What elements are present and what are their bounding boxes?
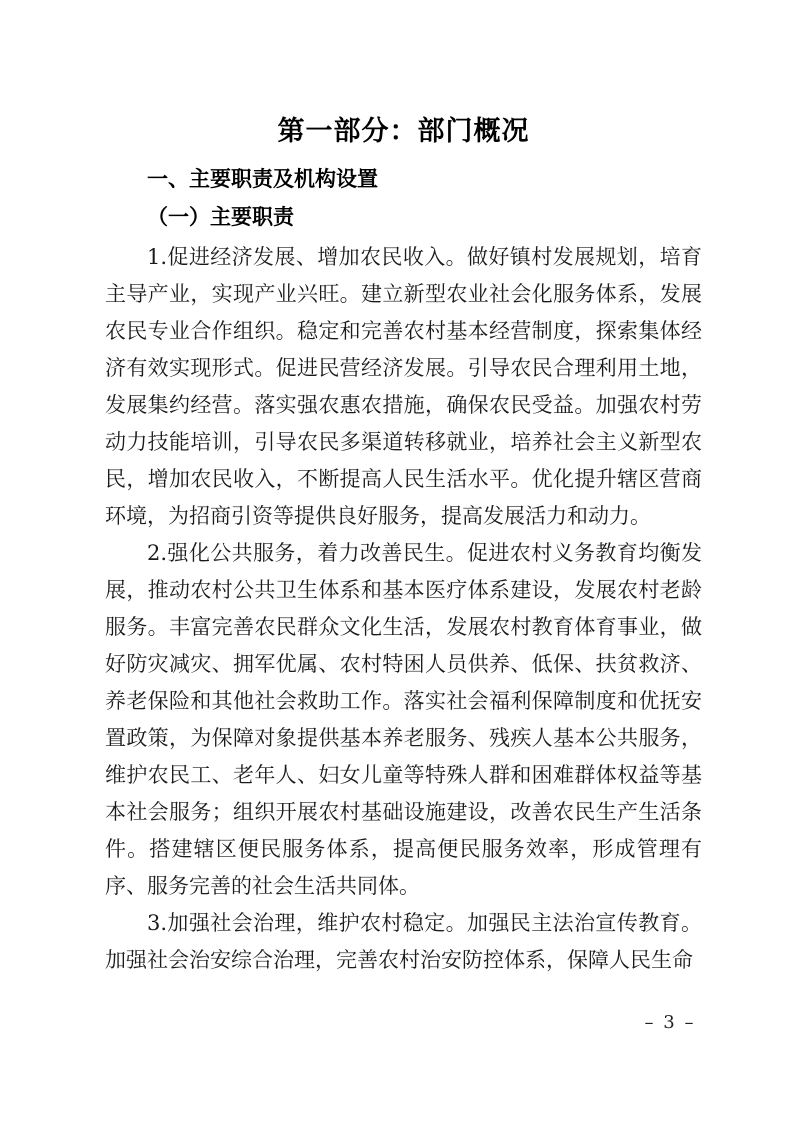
paragraph-2: 2.强化公共服务，着力改善民生。促进农村义务教育均衡发展，推动农村公共卫生体系和基本医疗体系建设，发展农村老龄服务。丰富完善农民群众文化生活，发展农村教育体育事业，做好防灾减灾、拥军优属、农村特困人员供养、低保、扶贫救济、养老保险和其他社会救助工作。落实社会福利保障制度和优抚安置政策，为保障对象提供基本养老服务、残疾人基本公共服务，维护农民工、老年人、妇女儿童等特殊人群和困难群体权益等基本社会服务；组织开展农村基础设施建设，改善农民生产生活条件。搭建辖区便民服务体系，提高便民服务效率，形成管理有序、服务完善的社会生活共同体。 [105, 541, 702, 898]
paragraph-3: 3.加强社会治理，维护农村稳定。加强民主法治宣传教育。加强社会治安综合治理，完善农村治安防控体系，保障人民生命 [105, 911, 702, 972]
paragraph-1: 1.促进经济发展、增加农民收入。做好镇村发展规划，培育主导产业，实现产业兴旺。建立新型农业社会化服务体系，发展农民专业合作组织。稳定和完善农村基本经营制度，探索集体经济有效实现形式。促进民营经济发展。引导农民合理利用土地，发展集约经营。落实强农惠农措施，确保农民受益。加强农村劳动力技能培训，引导农民多渠道转移就业，培养社会主义新型农民，增加农民收入，不断提高人民生活水平。优化提升辖区营商环境，为招商引资等提供良好服务，提高发展活力和动力。 [105, 245, 702, 528]
subsection-heading: （一）主要职责 [147, 205, 294, 229]
document-content [105, 114, 702, 979]
page-title: 第一部分：部门概况 [277, 116, 530, 147]
page-number: – 3 – [644, 1012, 696, 1033]
section-heading: 一、主要职责及机构设置 [147, 167, 378, 191]
